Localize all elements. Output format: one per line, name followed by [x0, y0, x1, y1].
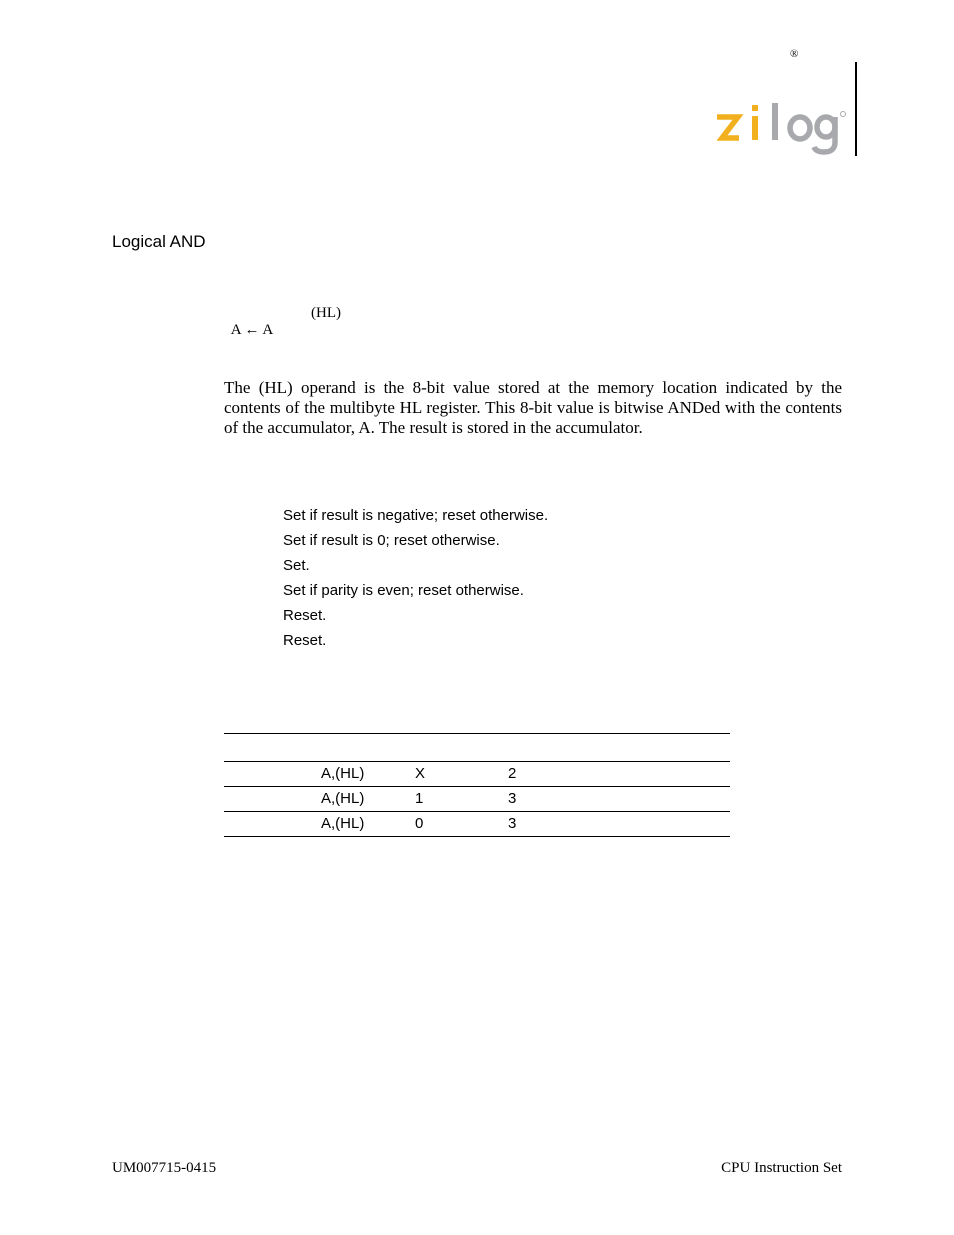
footer-document-number: UM007715-0415 [112, 1160, 217, 1176]
table-cell-x: X [415, 765, 426, 782]
logo-letter-o [790, 117, 810, 139]
table-cell-cycles: 3 [508, 790, 517, 807]
table-row [224, 762, 730, 787]
table-cell-operand: A,(HL) [321, 815, 365, 832]
table-cell-operand: A,(HL) [321, 765, 365, 782]
table-cell-operand: A,(HL) [321, 790, 365, 807]
table-cell-cycles: 3 [508, 815, 517, 832]
operation-lhs: A ← A [230, 322, 274, 338]
description-paragraph: The (HL) operand is the 8-bit value stored at the memory location indicated by the contents of the multibyte HL register. This 8-bit value is bitwise ANDed with the contents of the accumulator, A. The result is stored in the accumulator. [224, 378, 842, 437]
registered-trademark-mark: ® [790, 48, 799, 60]
operation-formula [224, 305, 341, 356]
condition-flags-list [283, 506, 548, 656]
table-row [224, 812, 730, 837]
table-cell-cycles: 2 [508, 765, 517, 782]
flag-description: Set. [283, 557, 310, 574]
zilog-logo-icon [712, 100, 852, 160]
footer-section-name: CPU Instruction Set [721, 1160, 842, 1176]
section-title: Logical AND [112, 232, 206, 251]
table-cell-x: 1 [415, 790, 424, 807]
table-cell-x: 0 [415, 815, 424, 832]
flag-description: Set if parity is even; reset otherwise. [283, 582, 524, 599]
logo-letter-l [772, 103, 778, 140]
table-header-row [224, 734, 730, 762]
instruction-table [224, 733, 730, 837]
flag-description: Reset. [283, 607, 327, 624]
flag-description: Set if result is 0; reset otherwise. [283, 532, 500, 549]
table-row [224, 787, 730, 812]
flag-description: Set if result is negative; reset otherwise. [283, 507, 549, 524]
logo-letter-i-dot [752, 105, 758, 111]
logo-divider-rule [855, 62, 857, 156]
logo-letter-z [717, 117, 739, 138]
logo-letter-i-stem [752, 116, 758, 140]
operation-operand: (HL) [311, 305, 341, 321]
flag-description: Reset. [283, 632, 327, 649]
